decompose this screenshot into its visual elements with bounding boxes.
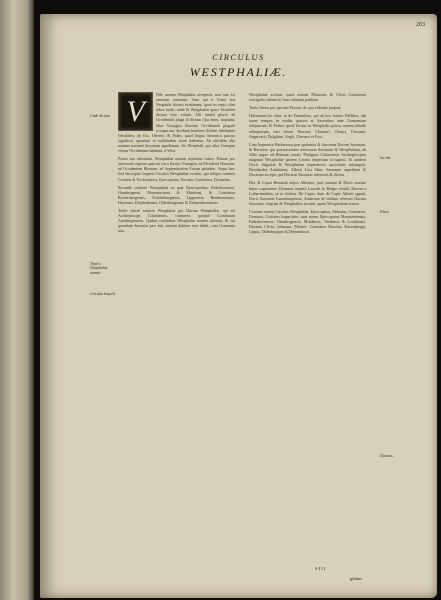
paragraph: Tertio Sensu pro speciali Ducatu, de quo videndo propria. [249,105,342,111]
paragraph: Secundò continet Westphaliæ ea quæ Episcopatibus Paderbornensi, Osnabrugensi, Monasteriensi & Mindensi, & Comitatus Ravensbergensis, Tecklenburgensis, Lippiensis, Benthemiensis, Hoyensis, Diepholtensis, Oldenburgensis & Delmenhorstensis. [118,184,235,205]
paragraph: Hoc & Caput Bernardi nepos Albertus, post summa & Ducis mortuo hujus cognomine, Dynastæ, impetit Lauenb. in Belgio rettulit. Ducem a Lothariensibus, ut in finibus. Ibi Caput, dum de Capte Alberti agnati, Ducis Saxoniae Lauenburgensis, Anderona de titulum veterum Ducum Saxoniae, Angriae & Westphaliae servant, quem Westphaliam tenent. [249,180,366,206]
margin-note: Fines. [380,210,390,214]
paragraph: Habitarunt hic olim, ut de Teutonibus, qui ab hoc fortiter Bellibus, ubi suum tempus in multis quietos et Saxonibus ante Germaniam reliquerunt. Et Postea, quod Tacitus in Westphalia potius, nomen deinde relinquerunt, tum dicunt Bructeri, Chamavi, Chauci, Chasuari, Angrivarii, Dulgibini, Angli, Cherusci et Fosi. [249,113,366,139]
page-number: 203 [416,22,425,28]
paragraph: Continet autem Circulus Westphaliæ, Episcopatus, Abbatias, Comitatus, Dominia, Civitates Imperiales: sunt autem Episcopatus Monasteriensis, Paderbornensis, Osnabrugensis, Mindensis, Verdensis & Leodiensis: Ducatus Clivia, Juliacum, Montes: Comitatus Marchia, Ravensberga, Lippia, Oldenburgum & Delmenhorst. [249,208,366,235]
right-text-column [249,92,366,237]
margin-note: Unde dictum. [90,114,111,118]
decorated-initial: V [118,92,153,131]
margin-note: Incolæ. [380,156,392,160]
paragraph: Westphaliæ acolunt, quod nomen Monteriis & Clivis Coloniensi vectigalia, habent hi fines tabulam præbere. [249,92,366,103]
margin-note: Triplex Westphaliæ nomen. [90,262,108,275]
left-page-edge [0,0,34,600]
left-text-column [118,92,235,236]
paragraph: Nde nomen Westphalia acceperit, non una est omnium sententia. Sunt qui à Vestis seu Vesphalis dictam existimant, quod ea regio olim rubra fuerit; unde & Westphalen quasi Vestfalen dictam esse volunt. Alii tamen placet ab Occidentali plaga id dictum. Qui enim, inquiunt, ultra Visurgim fluvium Occidentali plagam occuparunt, dicebant homines ibidem habitantes Westfalen, ab Ost, Oriente, & Falen, quod lingua Saxonica pascua significat, quoniam in multitudine terræ habentur. Ab aliisdem alio nomine maximè Saxonum appellatum. Sic Westphali, qui ultra Visurgim versus Occidentem habitant, à West. [118,92,235,154]
title-circulus: CIRCULUS [212,52,265,62]
margin-note: Circulus Imperii. [90,292,117,296]
paragraph: Tertiò strictè sumitur Westphalia pro Ducatu Westphaliæ, qui est Archiepiscopi Coloniensis, continens quoque Comitatum Arnsbergensem. Quibus rationibus Westphalia nomen obtinuit, & cur quondam Saxoniæ pars fuit, nemini dubium esse debet, cum Germania tota. [118,207,235,234]
paragraph: Cum Imperator Barbarossa præ opulentia & Saxoniae Ducem Saxoniae, & Bavariae, qui possessionem universam Saxonum & Westphaliam, ab Alba usque ad Rhenum tenuit, Philippus Coloniensis Archiepiscopus magnam Westphaliæ partem Leonis imperium occupavit, & tandem Ducis Angariae & Westphaliae imperatorio auctoritate adsumpsit. Bernhardus Anhaltinus, Alberti Ursi filius, Saxonum appellatus & Ducatum accepit, qui Ducatus Saxoniae inferioris & dicitur. [249,141,366,178]
catchword: gibbus [350,576,363,581]
signature-mark: S I I I [315,566,326,571]
title-westphaliae: WESTPHALIÆ. [189,65,288,79]
margin-note: Ducatus. [380,454,394,458]
book-page [40,14,437,598]
paragraph: Primò suo intendam, Westphaliæ nomen triplicem fuisse. Primae pro universali regione quæ est circa fluvios Visurgim, ad Meridiem Hassiam, ad Occidentem Rhenum, ad Septentrionem Frisiae paludem. Atque hæc ferè descriptio Imperii Circulus Westphaliæ vocatur, qui reliqua continet Comites & Ecclesiastica, Episcopatus, Ducatus, Comitatus, Dynastias. [118,156,235,182]
